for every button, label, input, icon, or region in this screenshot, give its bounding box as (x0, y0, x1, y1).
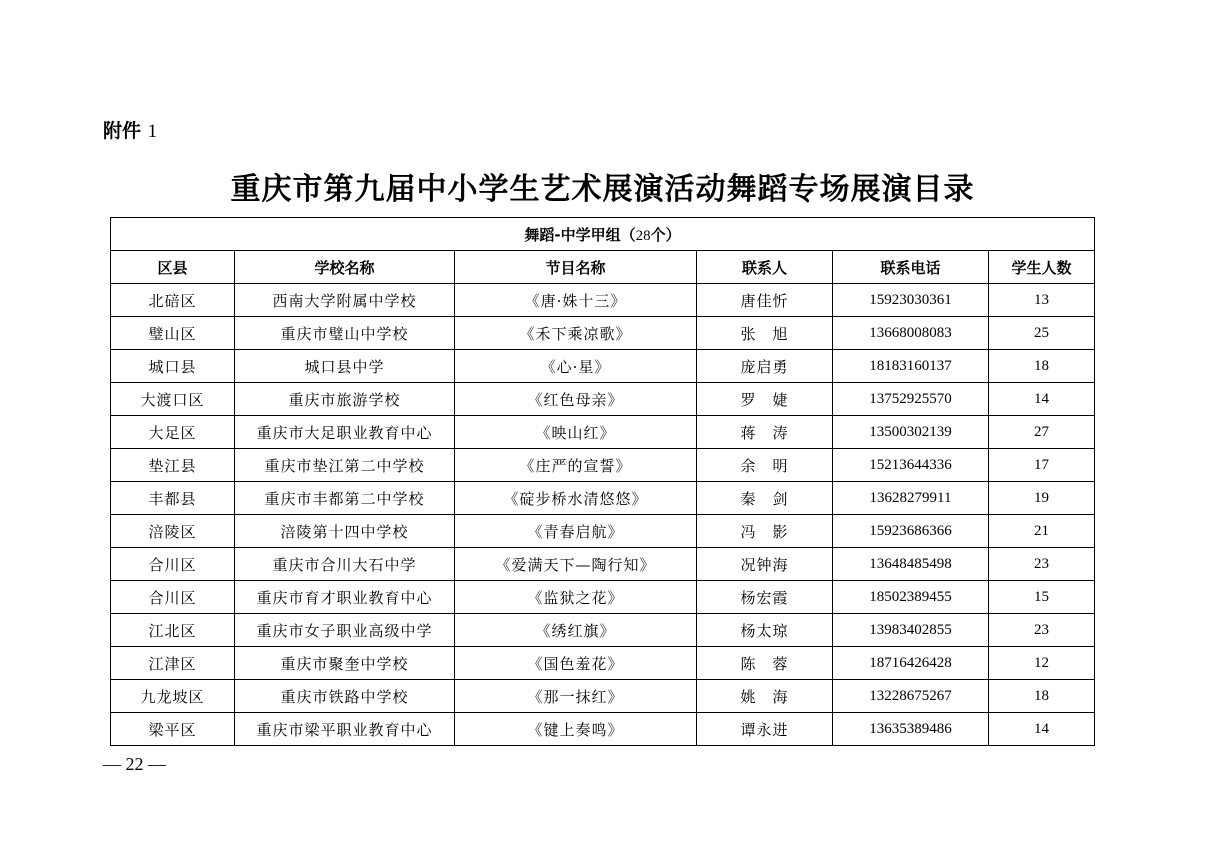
column-header-count: 学生人数 (989, 251, 1095, 284)
count-cell: 17 (989, 449, 1095, 482)
school-cell: 西南大学附属中学校 (235, 284, 455, 317)
count-cell: 14 (989, 383, 1095, 416)
count-cell: 23 (989, 614, 1095, 647)
contact-cell: 冯 影 (697, 515, 833, 548)
count-cell: 25 (989, 317, 1095, 350)
table-row (111, 713, 1095, 746)
table-row (111, 680, 1095, 713)
attachment-text: 附件 (103, 120, 142, 142)
contact-cell: 姚 海 (697, 680, 833, 713)
program-cell: 《国色羞花》 (455, 647, 697, 680)
school-cell: 重庆市育才职业教育中心 (235, 581, 455, 614)
count-cell: 23 (989, 548, 1095, 581)
school-cell: 城口县中学 (235, 350, 455, 383)
phone-cell: 13635389486 (833, 713, 989, 746)
count-cell: 27 (989, 416, 1095, 449)
group-count: 28 (635, 227, 651, 244)
group-title-text: 舞蹈-中学甲组（ (524, 225, 636, 244)
table-row (111, 416, 1095, 449)
column-header-phone: 联系电话 (833, 251, 989, 284)
contact-cell: 杨太琼 (697, 614, 833, 647)
school-cell: 重庆市女子职业高级中学 (235, 614, 455, 647)
page-title: 重庆市第九届中小学生艺术展演活动舞蹈专场展演目录 (230, 172, 975, 207)
contact-cell: 张 旭 (697, 317, 833, 350)
count-cell: 21 (989, 515, 1095, 548)
program-cell: 《绣红旗》 (455, 614, 697, 647)
district-cell: 大渡口区 (111, 383, 235, 416)
table-row (111, 284, 1095, 317)
column-header-row (111, 251, 1095, 284)
table-row (111, 449, 1095, 482)
school-cell: 重庆市丰都第二中学校 (235, 482, 455, 515)
column-header-school: 学校名称 (235, 251, 455, 284)
district-cell: 合川区 (111, 548, 235, 581)
district-cell: 垫江县 (111, 449, 235, 482)
school-cell: 重庆市大足职业教育中心 (235, 416, 455, 449)
district-cell: 丰都县 (111, 482, 235, 515)
phone-cell: 18502389455 (833, 581, 989, 614)
school-cell: 重庆市璧山中学校 (235, 317, 455, 350)
phone-cell: 18716426428 (833, 647, 989, 680)
group-title-suffix: 个） (650, 225, 681, 244)
phone-cell: 18183160137 (833, 350, 989, 383)
program-cell: 《红色母亲》 (455, 383, 697, 416)
contact-cell: 杨宏霞 (697, 581, 833, 614)
phone-cell: 13628279911 (833, 482, 989, 515)
contact-cell: 庞启勇 (697, 350, 833, 383)
district-cell: 涪陵区 (111, 515, 235, 548)
column-header-district: 区县 (111, 251, 235, 284)
group-title (111, 218, 1095, 251)
district-cell: 九龙坡区 (111, 680, 235, 713)
column-header-program: 节目名称 (455, 251, 697, 284)
district-cell: 梁平区 (111, 713, 235, 746)
count-cell: 13 (989, 284, 1095, 317)
school-cell: 重庆市垫江第二中学校 (235, 449, 455, 482)
phone-cell: 15923030361 (833, 284, 989, 317)
attachment-number: 1 (147, 121, 158, 142)
district-cell: 北碚区 (111, 284, 235, 317)
group-header-row (111, 218, 1095, 251)
school-cell: 重庆市合川大石中学 (235, 548, 455, 581)
table-row (111, 614, 1095, 647)
contact-cell: 秦 剑 (697, 482, 833, 515)
count-cell: 14 (989, 713, 1095, 746)
column-header-contact: 联系人 (697, 251, 833, 284)
phone-cell: 13500302139 (833, 416, 989, 449)
school-cell: 涪陵第十四中学校 (235, 515, 455, 548)
table-row (111, 647, 1095, 680)
program-cell: 《庄严的宣誓》 (455, 449, 697, 482)
contact-cell: 罗 婕 (697, 383, 833, 416)
program-cell: 《监狱之花》 (455, 581, 697, 614)
program-cell: 《青春启航》 (455, 515, 697, 548)
page-number: — 22 — (103, 754, 166, 774)
program-cell: 《碇步桥水清悠悠》 (455, 482, 697, 515)
district-cell: 江津区 (111, 647, 235, 680)
program-cell: 《键上奏鸣》 (455, 713, 697, 746)
phone-cell: 15923686366 (833, 515, 989, 548)
count-cell: 19 (989, 482, 1095, 515)
attachment-label (103, 116, 157, 143)
table-row (111, 515, 1095, 548)
table-row (111, 317, 1095, 350)
school-cell: 重庆市旅游学校 (235, 383, 455, 416)
contact-cell: 蒋 涛 (697, 416, 833, 449)
district-cell: 合川区 (111, 581, 235, 614)
count-cell: 15 (989, 581, 1095, 614)
district-cell: 江北区 (111, 614, 235, 647)
table-row (111, 482, 1095, 515)
program-cell: 《唐·姝十三》 (455, 284, 697, 317)
phone-cell: 13228675267 (833, 680, 989, 713)
program-cell: 《爱满天下—陶行知》 (455, 548, 697, 581)
school-cell: 重庆市聚奎中学校 (235, 647, 455, 680)
table-row (111, 350, 1095, 383)
contact-cell: 陈 蓉 (697, 647, 833, 680)
district-cell: 城口县 (111, 350, 235, 383)
contact-cell: 谭永进 (697, 713, 833, 746)
phone-cell: 13668008083 (833, 317, 989, 350)
program-cell: 《那一抹红》 (455, 680, 697, 713)
program-table (110, 217, 1095, 746)
program-cell: 《映山红》 (455, 416, 697, 449)
district-cell: 璧山区 (111, 317, 235, 350)
contact-cell: 唐佳忻 (697, 284, 833, 317)
count-cell: 18 (989, 350, 1095, 383)
table-row (111, 383, 1095, 416)
school-cell: 重庆市梁平职业教育中心 (235, 713, 455, 746)
count-cell: 18 (989, 680, 1095, 713)
program-cell: 《心·星》 (455, 350, 697, 383)
phone-cell: 13983402855 (833, 614, 989, 647)
phone-cell: 13752925570 (833, 383, 989, 416)
count-cell: 12 (989, 647, 1095, 680)
table-row (111, 581, 1095, 614)
contact-cell: 余 明 (697, 449, 833, 482)
table-row (111, 548, 1095, 581)
program-cell: 《禾下乘凉歌》 (455, 317, 697, 350)
district-cell: 大足区 (111, 416, 235, 449)
phone-cell: 15213644336 (833, 449, 989, 482)
phone-cell: 13648485498 (833, 548, 989, 581)
school-cell: 重庆市铁路中学校 (235, 680, 455, 713)
contact-cell: 况钟海 (697, 548, 833, 581)
